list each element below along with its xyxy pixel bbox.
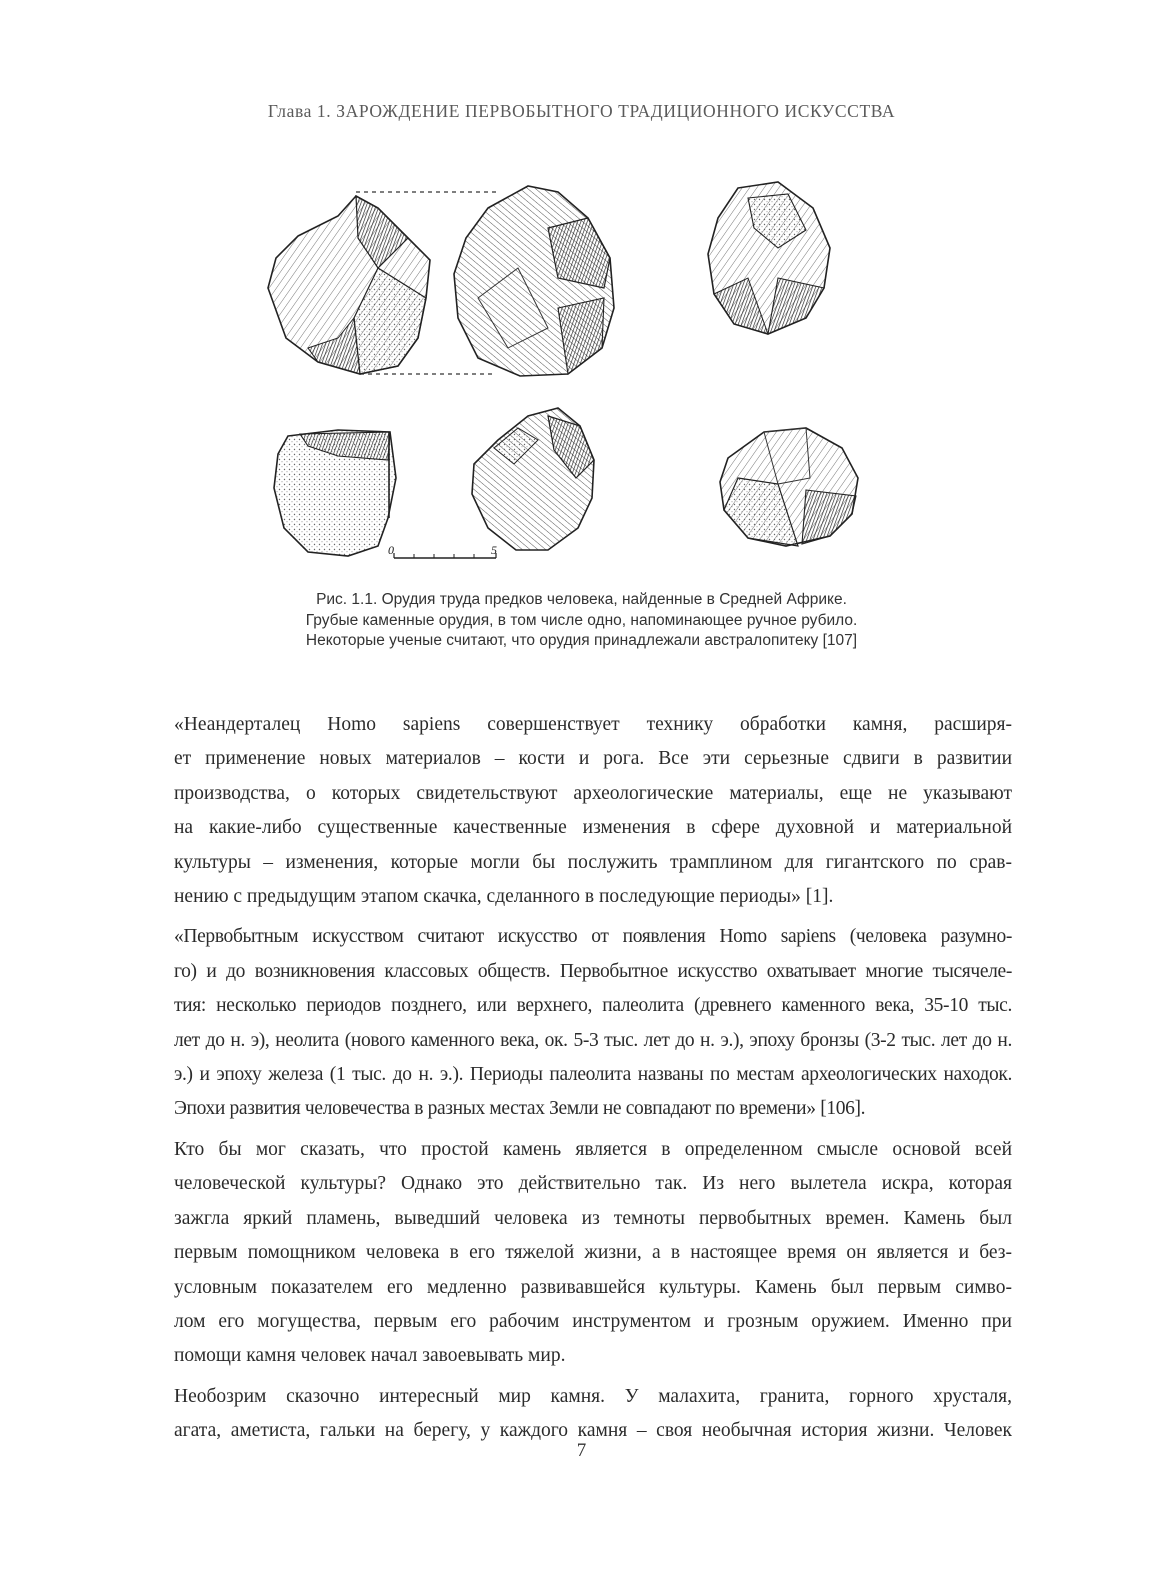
stone-tools-figure — [258, 178, 888, 578]
text-line: зажгла яркий пламень, выведший человека из темноты первобытных времен. Камень был — [174, 1207, 1012, 1229]
text-line: «Неандерталец Homo sapiens совершенствует технику обработки камня, расширя- — [174, 714, 1012, 735]
stone-tool-6 — [720, 428, 858, 546]
stone-tool-2 — [454, 186, 614, 376]
text-line: первым помощником человека в его тяжелой жизни, а в настоящее время он является и без- — [174, 1242, 1012, 1264]
paragraph-3 — [136, 1133, 1012, 1374]
body-text — [136, 708, 1012, 1455]
text-line: Эпохи развития человечества в разных местах Земли не совпадают по времени» [106]. — [174, 1098, 866, 1120]
text-line: помощи камня человек начал завоевывать мир. — [174, 1345, 566, 1367]
text-line: условным показателем его медленно развивавшейся культуры. Камень был первым симво- — [174, 1276, 1012, 1298]
text-line: культуры – изменения, которые могли бы послужить трамплином для гигантского по срав- — [174, 851, 1012, 873]
text-line: го) и до возникновения классовых обществ. Первобытное искусство охватывает многие тысячеле- — [174, 960, 1012, 982]
scale-label-start: 0 — [388, 543, 394, 557]
running-header: Глава 1. ЗАРОЖДЕНИЕ ПЕРВОБЫТНОГО ТРАДИЦИОННОГО ИСКУССТВА — [267, 101, 896, 121]
text-line: человеческой культуры? Однако это действительно так. Из него вылетела искра, которая — [174, 1173, 1012, 1195]
paragraph-2 — [136, 920, 1012, 1126]
text-line: агата, аметиста, гальки на берегу, у каждого камня – своя необычная история жизни. Человек — [174, 1420, 1012, 1442]
stone-tool-1 — [268, 196, 430, 374]
text-line: тия: несколько периодов позднего, или верхнего, палеолита (древнего каменного века, 35-10 тыс. — [174, 995, 1012, 1017]
stone-tool-5 — [472, 408, 594, 550]
text-line: производства, о которых свидетельствуют археологические материалы, еще не указывают — [174, 782, 1012, 804]
text-line: лом его могущества, первым его рабочим инструментом и грозным оружием. Именно при — [174, 1310, 1012, 1332]
text-line: Кто бы мог сказать, что простой камень является в определенном смысле основой всей — [174, 1138, 1012, 1160]
caption-line: Грубые каменные орудия, в том числе одно, напоминающее ручное рубило. — [305, 611, 858, 629]
text-line: Необозрим сказочно интересный мир камня. У малахита, гранита, горного хрусталя, — [174, 1385, 1012, 1407]
text-line: лет до н. э), неолита (нового каменного века, ок. 5-3 тыс. лет до н. э.), эпоху бронзы (3-2 тыс. лет до н. — [174, 1029, 1012, 1051]
text-line: «Первобытным искусством считают искусство от появления Homo sapiens (человека разумно- — [174, 926, 1012, 948]
page-number: 7 — [576, 1440, 587, 1461]
paragraph-4 — [136, 1380, 1012, 1449]
caption-line: Некоторые ученые считают, что орудия принадлежали австралопитеку [107] — [305, 632, 858, 649]
figure-caption — [200, 590, 963, 652]
caption-line: Рис. 1.1. Орудия труда предков человека, найденные в Средней Африке. — [316, 591, 847, 608]
scale-label-end: 5 — [491, 543, 497, 557]
text-line: э.) и эпоху железа (1 тыс. до н. э.). Периоды палеолита названы по местам археологических находок. — [174, 1064, 1012, 1086]
stone-tool-3 — [708, 182, 830, 334]
scale-bar — [388, 543, 497, 558]
text-line: на какие-либо существенные качественные изменения в сфере духовной и материальной — [174, 817, 1012, 839]
text-line: ет применение новых материалов – кости и рога. Все эти серьезные сдвиги в развитии — [174, 748, 1012, 770]
stone-tools-illustration — [258, 178, 888, 578]
paragraph-1 — [136, 708, 1012, 914]
stone-tool-4 — [274, 430, 396, 556]
text-line: нению с предыдущим этапом скачка, сделанного в последующие периоды» [1]. — [174, 886, 834, 908]
